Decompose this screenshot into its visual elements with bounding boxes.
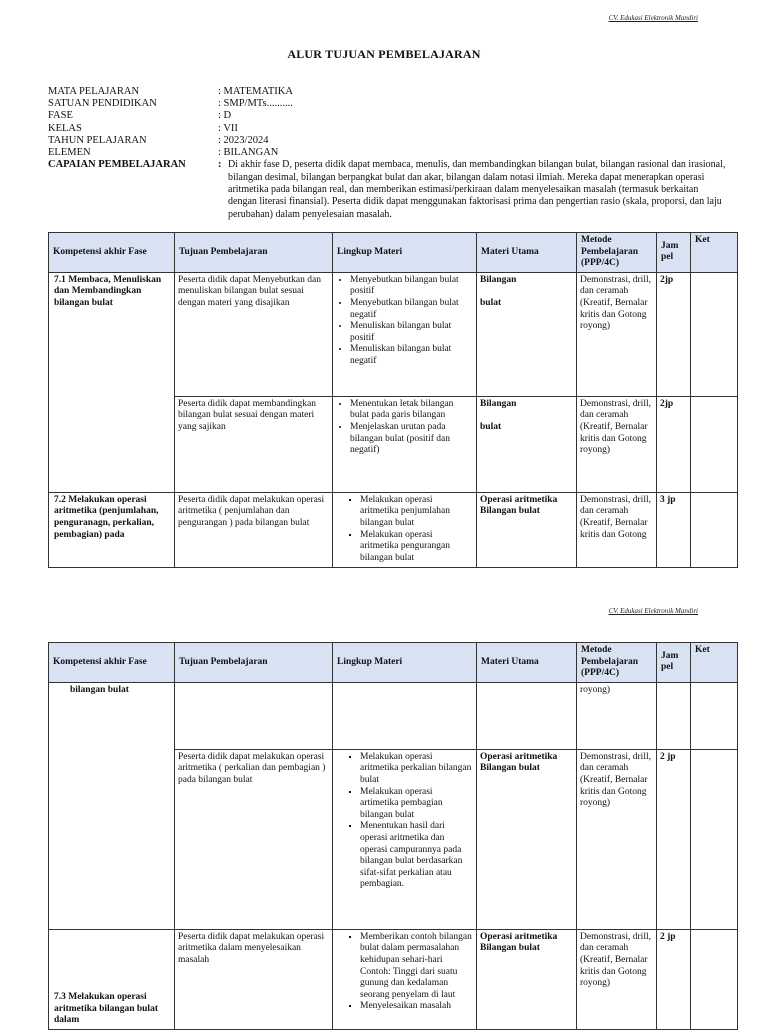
kaf-text: 7.3 Melakukan operasi aritmetika bilangan bulat dalam [54, 992, 158, 1026]
col-header-mu: Materi Utama [477, 233, 577, 273]
kaf-cell [49, 682, 175, 929]
ket-cell [691, 682, 738, 749]
meta-value: : MATEMATIKA [218, 86, 293, 97]
lm-cell [333, 272, 477, 396]
metode-cell: Demonstrasi, drill, dan ceramah (Kreatif, Bernalar kritis dan Gotong royong) [577, 929, 657, 1029]
meta-label: MATA PELAJARAN [48, 86, 140, 97]
col-header-metode: Metode Pembelajaran (PPP/4C) [577, 643, 657, 683]
ket-cell [691, 396, 738, 492]
list-item: ▪ Menyelesaikan masalah [360, 1001, 473, 1013]
list-item: ▪ Melakukan operasi aritmetika pengurangan bilangan bulat [360, 530, 473, 565]
kaf-cell [49, 929, 175, 1029]
mu-cell [477, 682, 577, 749]
col-header-lm: Lingkup Materi [333, 233, 477, 273]
capaian-text: Di akhir fase D, peserta didik dapat membaca, menulis, dan membandingkan bilangan bulat, bilangan rasional dan irasional, bilangan desimal, bilangan berpangkat bulat dan akar, bilangan dalam notasi ilmiah. Mereka dapat menerapkan operasi aritmetika pada bilangan real, dan memberikan estimasi/perkiraan dalam menyelesaikan masalah (termasuk berkaitan dengan literasi finansial). Peserta didik dapat menggunakan faktorisasi prima dan pengertian rasio (skala, proporsi, dan laju perubahan) dalam penyelesaian masalah. [228, 159, 726, 220]
tp-cell [175, 682, 333, 749]
header-note: CV. Edukasi Elektronik Mandiri [608, 607, 698, 615]
kaf-cell [49, 492, 175, 567]
meta-value: : VII [218, 122, 238, 134]
jp-cell: 3 jp [657, 492, 691, 567]
tp-cell: Peserta didik dapat melakukan operasi aritmetika ( penjumlahan dan pengurangan ) pada bilangan bulat [175, 492, 333, 567]
tp-cell: Peserta didik dapat melakukan operasi aritmetika ( perkalian dan pembagian ) pada bilangan bulat [175, 749, 333, 929]
meta-row-school [48, 98, 728, 110]
kaf-text: 7.1 Membaca, Menuliskan dan Membandingkan bilangan bulat [54, 274, 162, 308]
jp-cell [657, 682, 691, 749]
metode-cell: royong) [577, 682, 657, 749]
list-item: • Menyebutkan bilangan bulat negatif [350, 298, 473, 321]
col-header-tp: Tujuan Pembelajaran [175, 233, 333, 273]
ket-cell [691, 749, 738, 929]
kaf-cell [49, 272, 175, 492]
lm-cell [333, 929, 477, 1029]
mu-text: Bilangan [480, 274, 517, 285]
lm-cell [333, 749, 477, 929]
ket-cell [691, 272, 738, 396]
metode-cell [577, 492, 657, 567]
list-item: • Menjelaskan urutan pada bilangan bulat (positif dan negatif) [350, 422, 473, 457]
list-item: ▪ Menentukan hasil dari operasi aritmetika dan operasi campurannya pada bilangan bulat berdasarkan sifat-sifat perkalian atau pembagian. [360, 821, 473, 891]
col-header-jp: Jam pel [657, 233, 691, 273]
meta-value: : SMP/MTs.......... [218, 98, 293, 110]
list-item: ▪ Melakukan operasi aritmetika perkalian bilangan bulat [360, 752, 473, 787]
lm-cell [333, 492, 477, 567]
metode-cell: Demonstrasi, drill, dan ceramah (Kreatif, Bernalar kritis dan Gotong royong) [577, 396, 657, 492]
lm-example: Contoh: Tinggi dari suatu gunung dan kedalaman seorang penyelam di laut [360, 966, 458, 1000]
meta-label: KELAS [48, 122, 82, 134]
table-row [49, 492, 738, 567]
col-header-kaf: Kompetensi akhir Fase [49, 233, 175, 273]
table-row [49, 929, 738, 1029]
kaf-text: bilangan bulat [70, 684, 129, 695]
mu-cell [477, 272, 577, 396]
header-note: CV. Edukasi Elektronik Mandiri [608, 14, 698, 22]
lm-list [336, 399, 473, 457]
atp-table-page-1 [48, 232, 738, 568]
mu-text: bulat [480, 422, 502, 433]
atp-table-page-2 [48, 642, 738, 1030]
mu-text: bulat [480, 298, 502, 309]
lm-list [336, 275, 473, 368]
ket-cell [691, 492, 738, 567]
jp-cell: 2jp [657, 272, 691, 396]
meta-row-subject [48, 86, 728, 98]
mu-text: Bilangan [480, 398, 517, 409]
list-item: ▪ Melakukan operasi aritmetika penjumlahan bilangan bulat [360, 495, 473, 530]
col-header-metode: Metode Pembelajaran (PPP/4C) [577, 233, 657, 273]
jp-cell: 2 jp [657, 929, 691, 1029]
meta-value: : 2023/2024 [218, 134, 269, 146]
meta-row-element [48, 147, 728, 159]
mu-cell: Operasi aritmetika Bilangan bulat [477, 929, 577, 1029]
table-row [49, 272, 738, 396]
tp-cell: Peserta didik dapat melakukan operasi aritmetika dalam menyelesaikan masalah [175, 929, 333, 1029]
col-header-ket: Ket [691, 233, 738, 273]
col-header-tp: Tujuan Pembelajaran [175, 643, 333, 683]
meta-label: TAHUN PELAJARAN [48, 134, 147, 146]
list-item: • Menentukan letak bilangan bulat pada garis bilangan [350, 399, 473, 422]
meta-row-year [48, 135, 728, 147]
document-title: ALUR TUJUAN PEMBELAJARAN [287, 47, 481, 61]
meta-row-capaian [48, 159, 728, 221]
capaian-label: CAPAIAN PEMBELAJARAN [48, 159, 186, 171]
col-header-lm: Lingkup Materi [333, 643, 477, 683]
metode-text: Demonstrasi, drill, dan ceramah (Kreatif, Bernalar kritis dan Gotong [580, 494, 651, 540]
jp-cell: 2jp [657, 396, 691, 492]
meta-value: : BILANGAN [218, 147, 279, 159]
list-item [360, 932, 473, 1002]
table-header-row [49, 643, 738, 683]
list-item: • Menuliskan bilangan bulat negatif [350, 344, 473, 367]
lm-list [336, 932, 473, 1013]
col-header-ket: Ket [691, 643, 738, 683]
lm-text: Memberikan contoh bilangan bulat dalam permasalahan kehidupan sehari-hari [360, 931, 472, 965]
tp-cell: Peserta didik dapat Menyebutkan dan menuliskan bilangan bulat sesuai dengan materi yang disajikan [175, 272, 333, 396]
tp-cell: Peserta didik dapat membandingkan bilangan bulat sesuai dengan materi yang sajikan [175, 396, 333, 492]
meta-value: : D [218, 110, 232, 122]
meta-label: FASE [48, 110, 73, 122]
meta-row-class [48, 123, 728, 135]
lm-list [336, 495, 473, 565]
meta-label: SATUAN PENDIDIKAN [48, 98, 157, 110]
meta-row-phase [48, 110, 728, 122]
mu-cell [477, 396, 577, 492]
metode-cell: Demonstrasi, drill, dan ceramah (Kreatif, Bernalar kritis dan Gotong royong) [577, 272, 657, 396]
capaian-separator: : [218, 159, 222, 171]
col-header-mu: Materi Utama [477, 643, 577, 683]
list-item: • Menyebutkan bilangan bulat positif [350, 275, 473, 298]
mu-cell: Operasi aritmetika Bilangan bulat [477, 749, 577, 929]
meta-block [48, 86, 728, 221]
lm-cell [333, 682, 477, 749]
meta-label: ELEMEN [48, 147, 91, 159]
metode-cell: Demonstrasi, drill, dan ceramah (Kreatif, Bernalar kritis dan Gotong royong) [577, 749, 657, 929]
table-header-row [49, 233, 738, 273]
lm-list [336, 752, 473, 891]
table-row [49, 682, 738, 749]
col-header-kaf: Kompetensi akhir Fase [49, 643, 175, 683]
col-header-jp: Jam pel [657, 643, 691, 683]
kaf-text: 7.2 Melakukan operasi aritmetika (penjumlahan, penguranagn, perkalian, pembagian) pada [54, 494, 159, 540]
list-item: ▪ Melakukan operasi artimetika pembagian bilangan bulat [360, 787, 473, 822]
lm-cell [333, 396, 477, 492]
mu-cell: Operasi aritmetika Bilangan bulat [477, 492, 577, 567]
list-item: • Menuliskan bilangan bulat positif [350, 321, 473, 344]
jp-cell: 2 jp [657, 749, 691, 929]
ket-cell [691, 929, 738, 1029]
